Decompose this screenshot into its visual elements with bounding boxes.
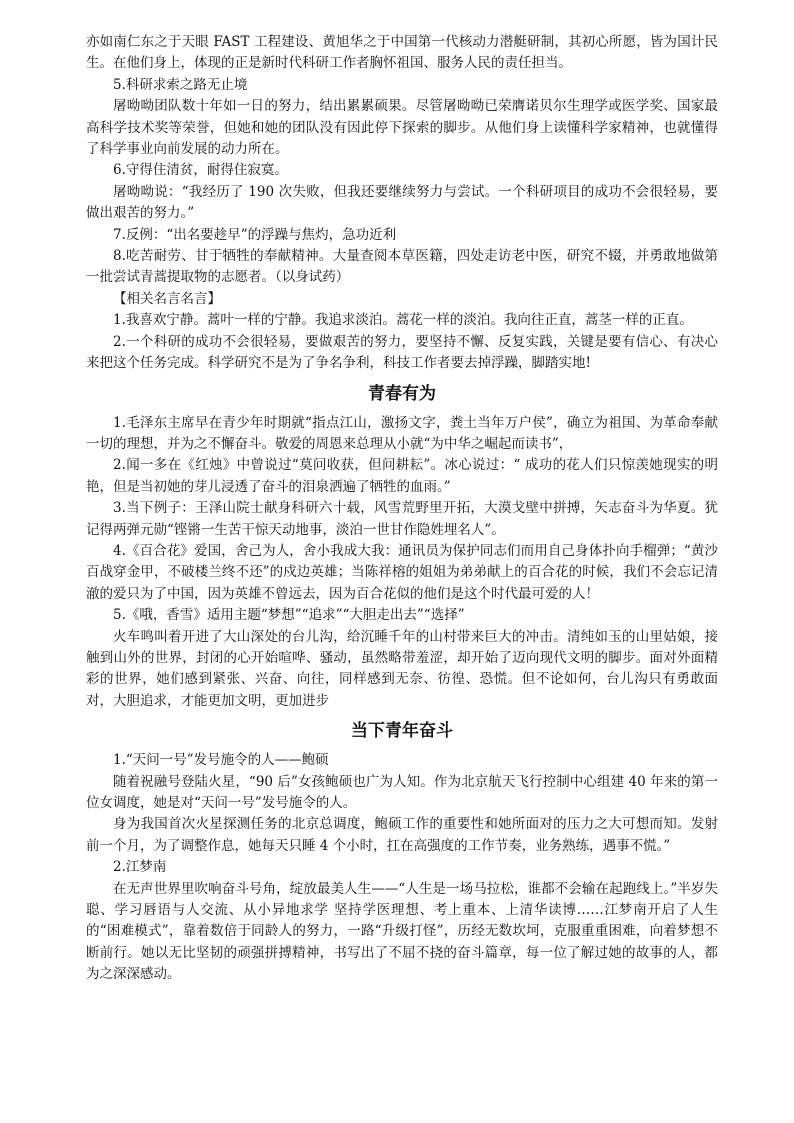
paragraph: 随着祝融号登陆火星，“90 后”女孩鲍硕也广为人知。作为北京航天飞行控制中心组建 40 年来的第一位女调度，她是对“天问一号”发号施令的人。 — [86, 773, 718, 811]
paragraph: 6.守得住清贫，耐得住寂寞。 — [113, 162, 288, 179]
paragraph: 在无声世界里吹响奋斗号角，绽放最美人生——“人生是一场马拉松，谁都不会输在起跑线上。”半岁失聪、学习唇语与人交流、从小异地求学 坚持学医理想、考上重本、上清华读博……江梦南开启了人生的“困难模式”，靠着数倍于同龄人的努力，一路“升级打怪”，历经无数坎坷，克服重重困难，向着梦想不断前行。她以无比坚韧的顽强拼搏精神，书写出了不屈不挠的奋斗篇章，每一位了解过她的故事的人，都为之深深感动。 — [86, 880, 718, 983]
section-heading: 当下青年奋斗 — [351, 721, 453, 742]
paragraph: 5.《哦，香雪》适用主题“梦想”“追求”“大胆走出去”“选择” — [113, 607, 465, 624]
section-heading: 青春有为 — [368, 383, 436, 404]
paragraph: 5.科研求索之路无止境 — [113, 76, 248, 93]
paragraph: 2.一个科研的成功不会很轻易，要做艰苦的努力，要坚持不懈、反复实践，关键是要有信心、有决心来把这个任务完成。科学研究不是为了争名争利，科技工作者要去掉浮躁，脚踏实地! — [86, 333, 718, 372]
paragraph: 2.闻一多在《红烛》中曾说过“莫问收获，但问耕耘”。冰心说过：“ 成功的花人们只惊羡她现实的明艳，但是当初她的芽儿浸透了奋斗的泪泉洒遍了牺牲的血雨。” — [86, 457, 718, 495]
paragraph: 8.吃苦耐劳、甘于牺牲的奉献精神。大量查阅本草医籍，四处走访老中医，研究不辍，并勇敢地做第一批尝试青蒿提取物的志愿者。（以身试药） — [86, 248, 718, 286]
paragraph: 屠呦呦团队数十年如一日的努力，结出累累硕果。尽管屠呦呦已荣膺诺贝尔生理学或医学奖、国家最高科学技术奖等荣誉，但她和她的团队没有因此停下探索的脚步。从他们身上读懂科学家精神，也就懂得了科学事业向前发展的动力所在。 — [86, 98, 718, 158]
paragraph: 火车鸣叫着开进了大山深处的台儿沟，给沉睡千年的山村带来巨大的冲击。清纯如玉的山里姑娘，接触到山外的世界，封闭的心开始喧哗、骚动，虽然略带羞涩，却开始了迈向现代文明的脚步。面对外面精彩的世界，她们感到紧张、兴奋、向往，同样感到无奈、彷徨、恐慌。但不论如何，台儿沟只有勇敢面对，大胆追求，才能更加文明，更加进步 — [86, 628, 718, 709]
paragraph: 亦如南仁东之于天眼 FAST 工程建设、黄旭华之于中国第一代核动力潜艇研制，其初心所愿，皆为国计民生。在他们身上，体现的正是新时代科研工作者胸怀祖国、服务人民的责任担当。 — [86, 34, 718, 72]
paragraph: 4.《百合花》爱国，舍己为人，舍小我成大我：通讯员为保护同志们而用自己身体扑向手榴弹；“黄沙百战穿金甲，不破楼兰终不还”的戍边英雄；当陈祥榕的姐姐为弟弟献上的百合花的时候，我们不会忘记清澈的爱只为了中国，因为英雄不曾远去，因为百合花似的他们是这个时代最可爱的人！ — [86, 542, 718, 602]
paragraph: 7.反例：“出名要趁早”的浮躁与焦灼，急功近利 — [113, 226, 397, 243]
paragraph: 3.当下例子：王泽山院士献身科研六十载，风雪荒野里开拓，大漠戈壁中拼搏，矢志奋斗为华夏。犹记得两弹元勋“铿锵一生苦干惊天动地事，淡泊一世甘作隐姓埋名人”。 — [86, 500, 718, 538]
paragraph: 1.“天问一号”发号施令的人——鲍硕 — [113, 752, 329, 769]
paragraph: 1.我喜欢宁静。蒿叶一样的宁静。我追求淡泊。蒿花一样的淡泊。我向往正直，蒿茎一样的正直。 — [113, 312, 693, 329]
paragraph: 【相关名言名言】 — [113, 290, 221, 307]
paragraph: 屠呦呦说：“我经历了 190 次失败，但我还要继续努力与尝试。一个科研项目的成功不会很轻易，要做出艰苦的努力。” — [86, 183, 718, 222]
paragraph: 1.毛泽东主席早在青少年时期就“指点江山，激扬文字，粪土当年万户侯”，确立为祖国、为革命奉献一切的理想，并为之不懈奋斗。敬爱的周恩来总理从小就“为中华之崛起而读书”， — [86, 414, 718, 452]
paragraph: 2.江梦南 — [113, 859, 167, 876]
paragraph: 身为我国首次火星探测任务的北京总调度，鲍硕工作的重要性和她所面对的压力之大可想而知。发射前一个月，为了调整作息，她每天只睡 4 个小时，扛在高强度的工作节奏，业务熟练，遇事不慌。” — [86, 816, 718, 854]
